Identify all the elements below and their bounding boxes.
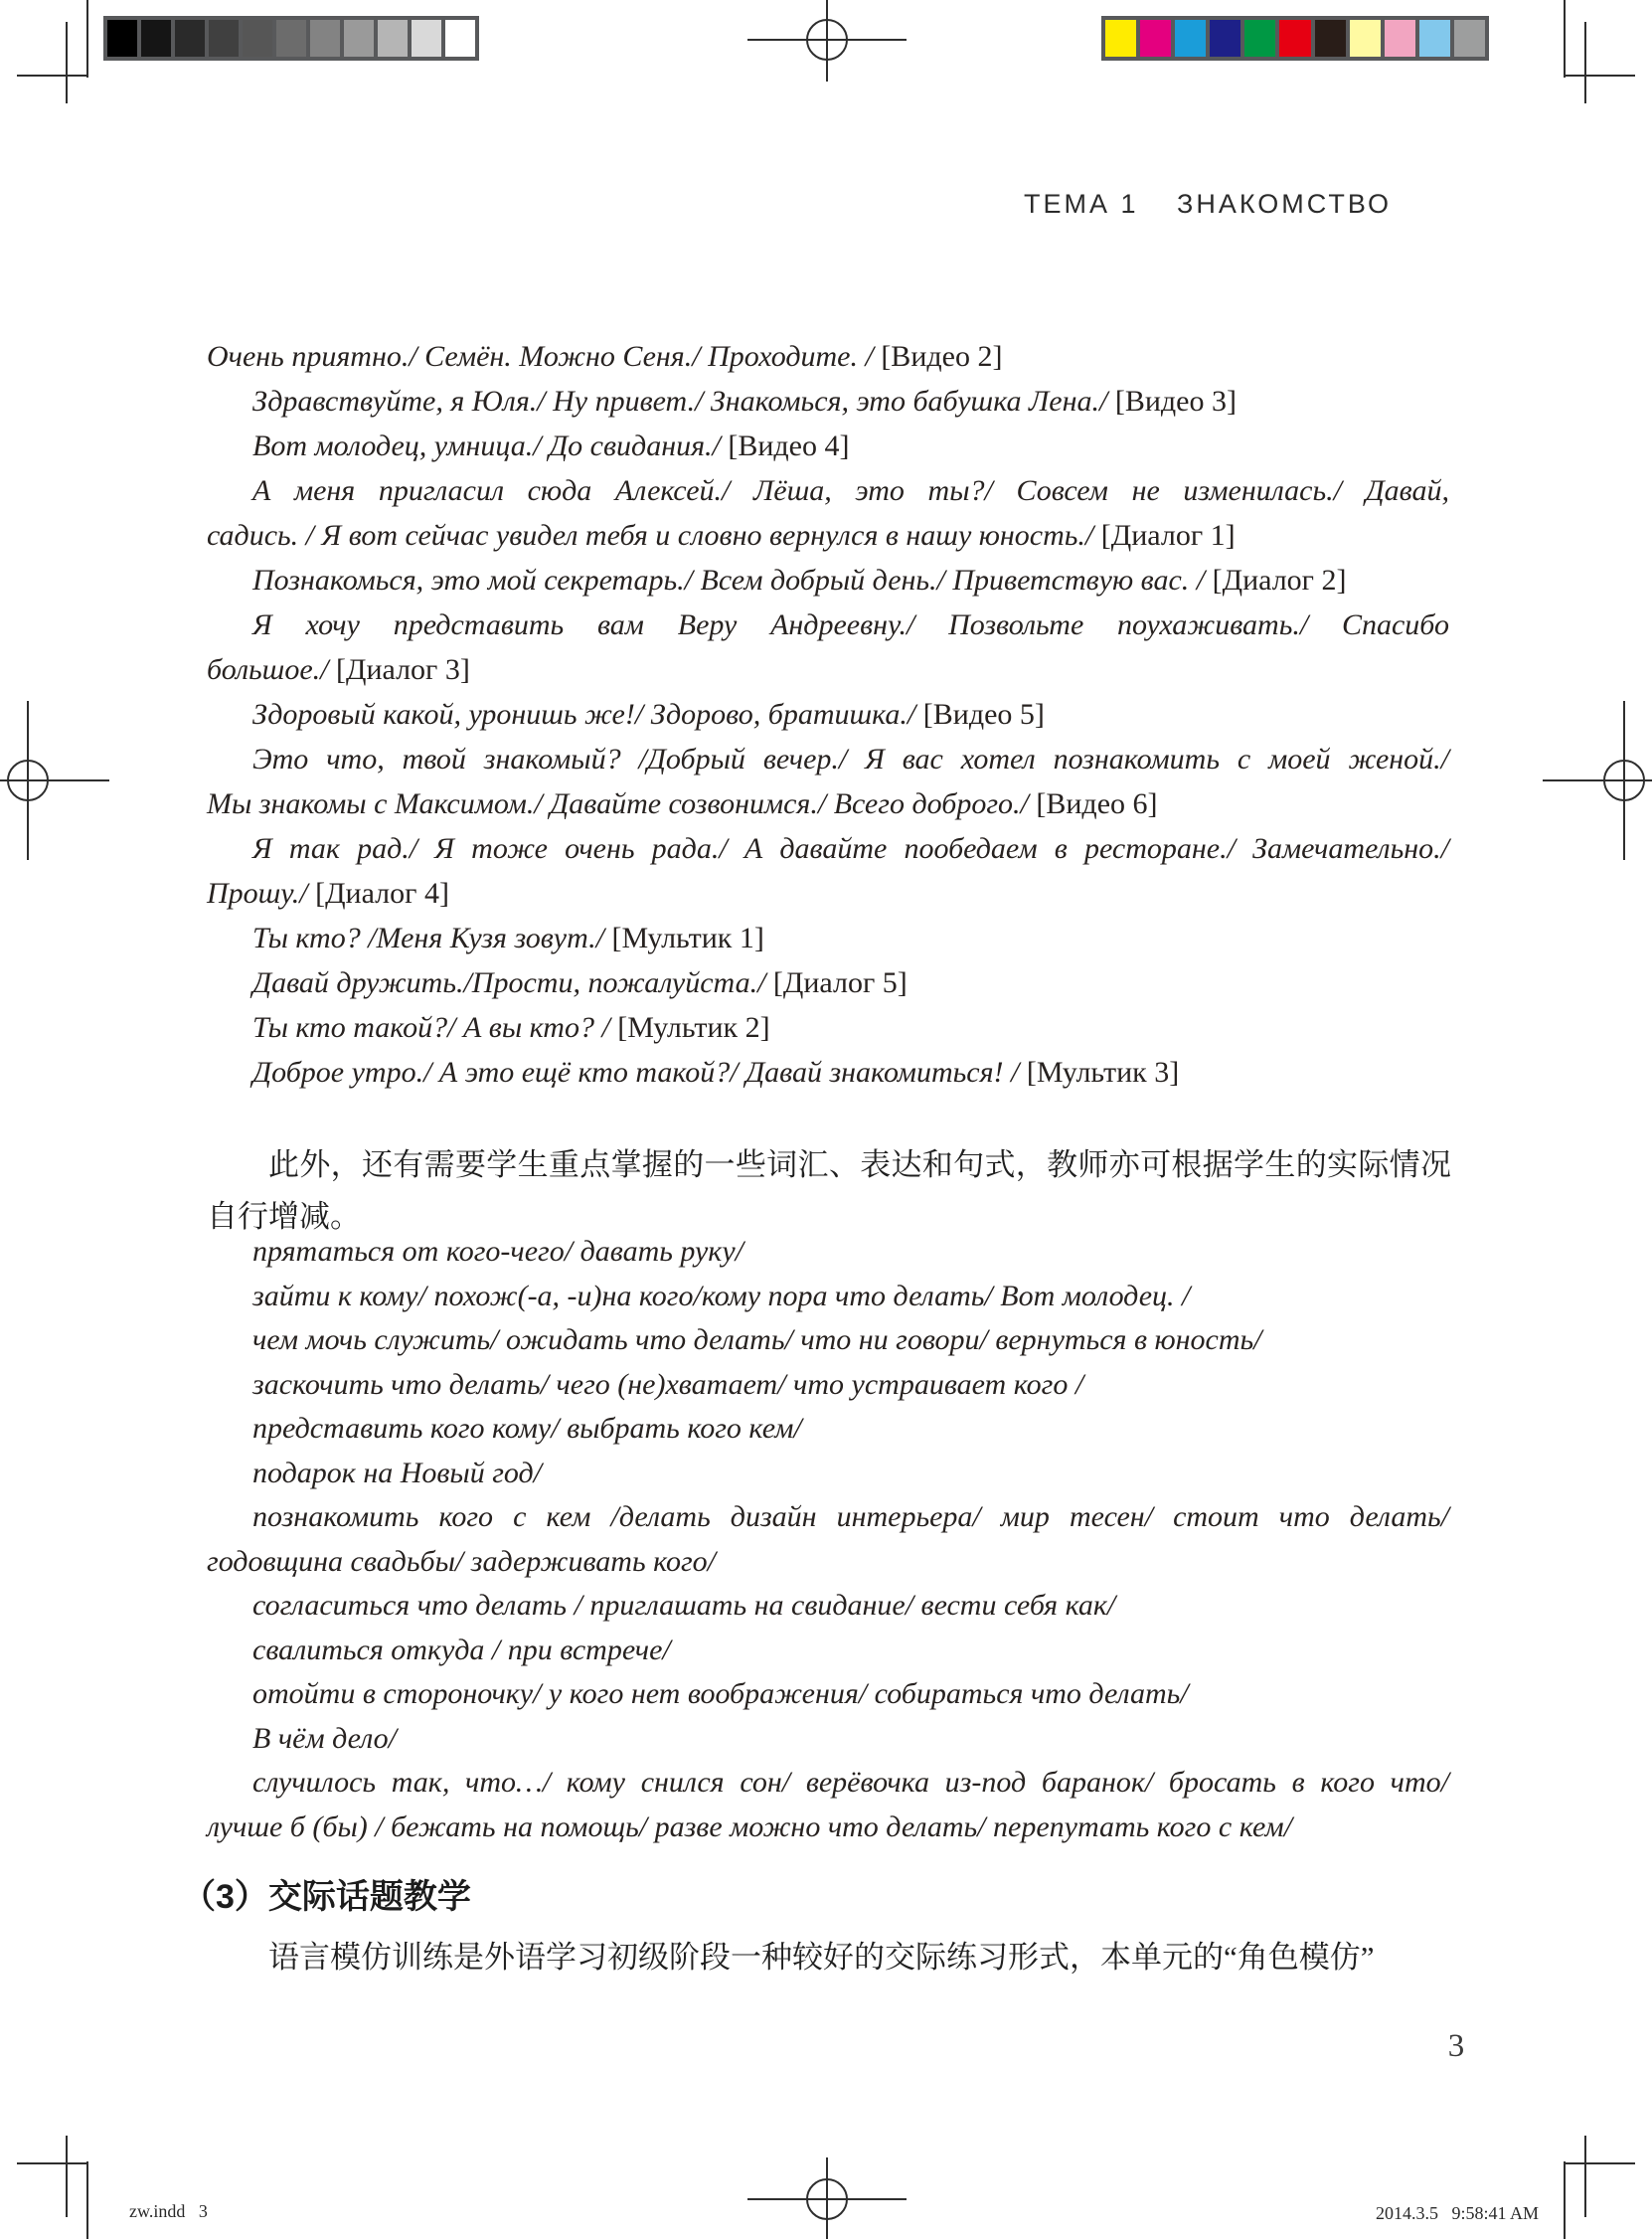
dialog-line-text: А меня пригласил сюда Алексей./ Лёша, это ты?/ Совсем не изменилась./ Давай, [252, 474, 1449, 507]
calibration-swatch [141, 20, 175, 57]
dialog-lines-block [207, 334, 1449, 1095]
vocab-lines-block [207, 1230, 1449, 1849]
vocab-line [207, 1584, 1449, 1629]
dialog-line [207, 513, 1449, 558]
calibration-swatch [1454, 20, 1485, 57]
dialog-line [207, 737, 1449, 781]
calibration-swatch [310, 20, 344, 57]
dialog-line [207, 960, 1449, 1005]
vocab-line [207, 1717, 1449, 1762]
dialog-line-text: Очень приятно./ Семён. Можно Сеня./ Проходите. / [207, 340, 882, 373]
dialog-line-text: Ты кто? /Меня Кузя зовут./ [252, 922, 612, 954]
registration-target-bottom-center [747, 2157, 907, 2239]
source-tag: [Видео 2] [881, 340, 1003, 373]
crop-mark-bottom-left [17, 2136, 87, 2239]
calibration-swatch [378, 20, 412, 57]
dialog-line [207, 1005, 1449, 1050]
vocab-line [207, 1761, 1449, 1806]
page-number: 3 [1447, 2028, 1465, 2064]
dialog-line [207, 468, 1449, 513]
dialog-line [207, 692, 1449, 737]
crop-mark-top-left [17, 0, 87, 103]
calibration-swatch [107, 20, 141, 57]
vocab-line [207, 1540, 1449, 1585]
source-tag: [Видео 5] [922, 698, 1045, 731]
calibration-swatch [1350, 20, 1385, 57]
dialog-line-text: садись. / Я вот сейчас увидел тебя и словно вернулся в нашу юность./ [207, 519, 1101, 552]
vocab-line [207, 1407, 1449, 1452]
calibration-swatch [1210, 20, 1244, 57]
vocab-line [207, 1672, 1449, 1717]
source-tag: [Мультик 1] [611, 922, 764, 954]
calibration-swatch [1315, 20, 1350, 57]
calibration-swatch [1385, 20, 1419, 57]
dialog-line-text: Доброе утро./ А это ещё кто такой?/ Давай знакомиться! / [252, 1056, 1027, 1089]
source-tag: [Видео 3] [1114, 385, 1237, 418]
calibration-swatch [243, 20, 276, 57]
calibration-swatch [1279, 20, 1314, 57]
registration-target-right-middle [1543, 701, 1652, 860]
dialog-line-text: Это что, твой знакомый? /Добрый вечер./ Я вас хотел познакомить с моей женой./ [252, 743, 1449, 775]
source-tag: [Диалог 5] [772, 966, 908, 999]
source-tag: [Мультик 2] [617, 1011, 770, 1044]
crop-mark-top-right [1565, 0, 1635, 103]
dialog-line-text: большое./ [207, 653, 336, 686]
source-tag: [Видео 6] [1036, 787, 1158, 820]
vocab-line [207, 1363, 1449, 1408]
vocab-line-text: случилось так, что…/ кому снился сон/ верёвочка из-под баранок/ бросать в кого что/ [252, 1766, 1449, 1799]
chinese-paragraph-1: 此外，还有需要学生重点掌握的一些词汇、表达和句式，教师亦可根据学生的实际情况自行增减。 [207, 1147, 1451, 1234]
vocab-line-text: согласиться что делать / приглашать на свидание/ вести себя как/ [252, 1589, 1116, 1622]
calibration-swatch [1175, 20, 1210, 57]
registration-target-top-center [747, 0, 907, 82]
source-tag: [Диалог 1] [1100, 519, 1236, 552]
vocab-line-text: отойти в стороночку/ у кого нет воображения/ собираться что делать/ [252, 1677, 1189, 1710]
calibration-swatch [209, 20, 243, 57]
calibration-swatch [412, 20, 445, 57]
calibration-swatch [1105, 20, 1140, 57]
dialog-line [207, 379, 1449, 424]
calibration-swatch [276, 20, 310, 57]
dialog-line-text: Мы знакомы с Максимом./ Давайте созвонимся./ Всего доброго./ [207, 787, 1037, 820]
header-theme-label: ТЕМА 1 [1024, 189, 1139, 219]
source-tag: [Диалог 2] [1212, 564, 1347, 597]
calibration-swatch [175, 20, 209, 57]
vocab-line-text: В чём дело/ [252, 1721, 397, 1755]
vocab-line-text: чем мочь служить/ ожидать что делать/ что ни говори/ вернуться в юность/ [252, 1323, 1262, 1356]
footer-filename: zw.indd 3 [129, 2201, 208, 2221]
dialog-line [207, 558, 1449, 603]
dialog-line [207, 826, 1449, 871]
dialog-line [207, 781, 1449, 826]
vocab-line [207, 1452, 1449, 1496]
vocab-line [207, 1629, 1449, 1673]
dialog-line-text: Ты кто такой?/ А вы кто? / [252, 1011, 618, 1044]
vocab-line-text: заскочить что делать/ чего (не)хватает/ что устраивает кого / [252, 1367, 1084, 1401]
vocab-line [207, 1318, 1449, 1363]
calibration-swatch [344, 20, 378, 57]
calibration-swatch [1244, 20, 1279, 57]
vocab-line [207, 1230, 1449, 1275]
crop-mark-bottom-right [1565, 2136, 1635, 2239]
grayscale-calibration-bar [103, 16, 479, 61]
dialog-line-text: Давай дружить./Прости, пожалуйста./ [252, 966, 773, 999]
vocab-line-text: познакомить кого с кем /делать дизайн интерьера/ мир тесен/ стоит что делать/ [252, 1500, 1449, 1533]
calibration-swatch [1419, 20, 1454, 57]
vocab-line-text: прятаться от кого-чего/ давать руку/ [252, 1235, 743, 1268]
source-tag: [Видео 4] [728, 430, 850, 462]
calibration-swatch [445, 20, 475, 57]
chinese-paragraph-2: 语言模仿训练是外语学习初级阶段一种较好的交际练习形式，本单元的“角色模仿” [268, 1940, 1375, 1975]
dialog-line [207, 334, 1449, 379]
dialog-line-text: Я так рад./ Я тоже очень рада./ А давайте пообедаем в ресторане./ Замечательно./ [252, 832, 1449, 865]
dialog-line-text: Я хочу представить вам Веру Андреевну./ Позвольте поухаживать./ Спасибо [252, 608, 1449, 641]
vocab-line-text: лучше б (бы) / бежать на помощь/ разве можно что делать/ перепутать кого с кем/ [207, 1809, 1293, 1843]
header-title-label: ЗНАКОМСТВО [1177, 189, 1392, 219]
dialog-line [207, 424, 1449, 468]
source-tag: [Мультик 3] [1026, 1056, 1180, 1089]
dialog-line [207, 1050, 1449, 1095]
color-calibration-bar [1101, 16, 1489, 61]
vocab-line-text: годовщина свадьбы/ задерживать кого/ [207, 1544, 717, 1578]
dialog-line-text: Здравствуйте, я Юля./ Ну привет./ Знакомься, это бабушка Лена./ [252, 385, 1115, 418]
vocab-line-text: свалиться откуда / при встрече/ [252, 1633, 671, 1666]
dialog-line-text: Прошу./ [207, 877, 316, 910]
dialog-line [207, 871, 1449, 916]
calibration-swatch [1140, 20, 1175, 57]
vocab-line-text: подарок на Новый год/ [252, 1456, 543, 1489]
running-header [1024, 189, 1392, 220]
dialog-line-text: Здоровый какой, уронишь же!/ Здорово, братишка./ [252, 698, 923, 731]
registration-target-left-middle [0, 701, 109, 860]
vocab-line [207, 1275, 1449, 1319]
vocab-line-text: зайти к кому/ похож(-а, -и)на кого/кому пора что делать/ Вот молодец. / [252, 1279, 1191, 1312]
vocab-line [207, 1495, 1449, 1540]
dialog-line [207, 916, 1449, 960]
vocab-line [207, 1806, 1449, 1850]
dialog-line-text: Познакомься, это мой секретарь./ Всем добрый день./ Приветствую вас. / [252, 564, 1213, 597]
source-tag: [Диалог 4] [315, 877, 449, 910]
dialog-line-text: Вот молодец, умница./ До свидания./ [252, 430, 729, 462]
section-heading: （3）交际话题教学 [182, 1878, 471, 1916]
dialog-line [207, 603, 1449, 647]
dialog-line [207, 647, 1449, 692]
vocab-line-text: представить кого кому/ выбрать кого кем/ [252, 1412, 802, 1445]
source-tag: [Диалог 3] [335, 653, 470, 686]
footer-timestamp: 2014.3.5 9:58:41 AM [1376, 2203, 1540, 2223]
